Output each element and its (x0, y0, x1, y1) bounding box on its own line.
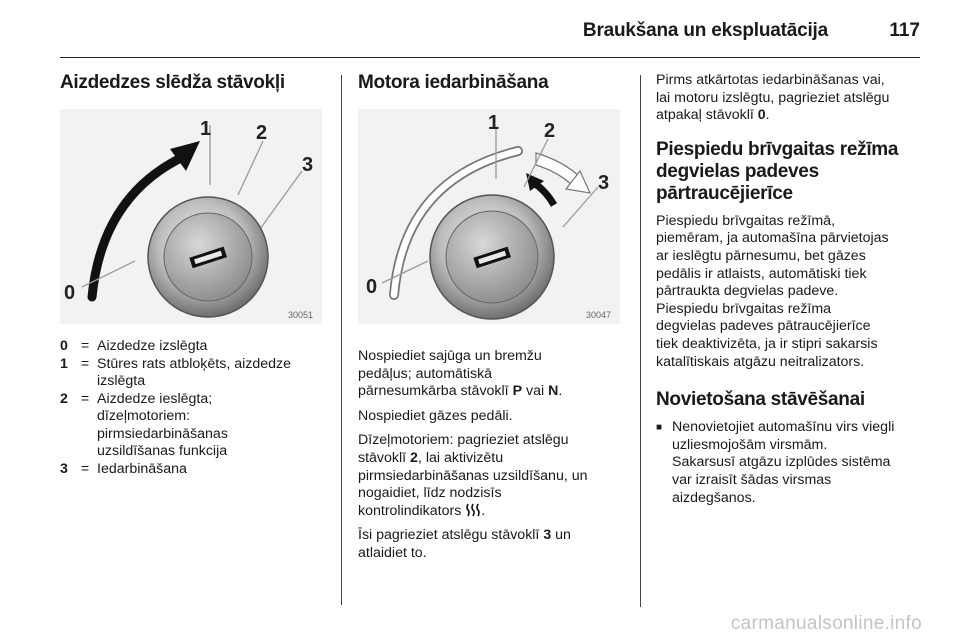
legend-equals: = (80, 338, 90, 354)
legend-key: 2 (60, 390, 68, 407)
column-ignition-positions (60, 72, 332, 478)
paragraph-throttle: Nospiediet gāzes pedāli. (358, 407, 513, 424)
section-heading-engine-start: Motora iedarbināšana (358, 72, 549, 93)
position-label-1: 1 (488, 112, 500, 134)
header-rule (60, 57, 920, 58)
paragraph-crank: Īsi pagrieziet atslēgu stāvoklī 3 un atlaidiet to. (358, 527, 571, 561)
column-divider (341, 75, 342, 605)
position-label-0: 0 (366, 276, 378, 298)
legend-equals: = (80, 355, 90, 372)
figure-code: 30051 (288, 310, 314, 320)
paragraph-pedals: Nospiediet sajūga un bremžu pedāļus; automātiskā pārnesumkārba stāvoklī P vai N. (358, 348, 563, 400)
list-item (656, 419, 926, 507)
engine-start-figure (358, 109, 630, 324)
position-label-1: 1 (200, 118, 212, 140)
legend-value: Aizdedze izslēgta (97, 338, 208, 354)
start-instructions (358, 348, 630, 563)
section-heading-ignition: Aizdedzes slēdža stāvokļi (60, 72, 285, 93)
legend-key: 0 (60, 338, 68, 354)
legend-key: 3 (60, 460, 68, 477)
position-legend (60, 338, 332, 478)
legend-value: Iedarbināšana (97, 460, 187, 477)
section-heading-parking: Novietošana stāvēšanai (656, 389, 865, 411)
legend-key: 1 (60, 355, 68, 372)
paragraph-diesel: Dīzeļmotoriem: pagrieziet atslēgu stāvoklī 2, lai aktivizētu pirmsiedarbināšanas uzsildīšanu, un nogaidiet, līdz nodzisīs kontrolindikators . (358, 432, 588, 519)
column-divider (640, 75, 641, 607)
legend-value: Aizdedze ieslēgta; dīzeļmotoriem: pirmsiedarbināšanas uzsildīšanas funkcija (97, 390, 228, 459)
legend-row (60, 461, 332, 479)
legend-value: Stūres rats atbloķēts, aizdedze izslēgta (97, 355, 291, 389)
position-label-0: 0 (64, 282, 76, 304)
position-label-3: 3 (598, 172, 610, 194)
column-engine-start (358, 72, 630, 563)
legend-equals: = (80, 460, 90, 477)
watermark: carmanualsonline.info (730, 613, 922, 634)
column-restart-overrun-parking (656, 72, 926, 507)
running-header: Braukšana un ekspluatācija (582, 20, 828, 41)
paragraph-restart: Pirms atkārtotas iedarbināšanas vai, lai motoru izslēgtu, pagrieziet atslēgu atpakaļ stāvoklī 0. (656, 72, 890, 124)
legend-equals: = (80, 390, 90, 407)
figure-code: 30047 (586, 310, 612, 320)
legend-row (60, 338, 332, 356)
position-label-2: 2 (544, 120, 556, 142)
glow-plug-icon (465, 503, 481, 517)
position-label-3: 3 (302, 154, 314, 176)
page-number: 117 (889, 20, 920, 41)
bullet-text: Nenovietojiet automašīnu virs viegli uzliesmojošām virsmām. Sakarsusī atgāzu izplūdes sistēma var izraisīt šādas virsmas aizdegšanos. (672, 419, 895, 506)
bullet-square-icon: ■ (656, 422, 663, 434)
legend-row (60, 391, 332, 461)
position-label-2: 2 (256, 122, 268, 144)
section-heading-overrun-cutoff: Piespiedu brīvgaitas režīma degvielas padeves pārtraucējierīce (656, 138, 899, 204)
paragraph-overrun-cutoff: Piespiedu brīvgaitas režīmā, piemēram, ja automašīna pārvietojas ar ieslēgtu pārnesumu, bet gāzes pedālis ir atlaists, automātiski tiek pārtraukta degvielas padeve. Piespiedu brīvgaitas režīma degvielas padeves pātraucējierīce tiek deaktivizēta, ja ir stipri sakarsis katalītiskais atgāzu neitralizators. (656, 212, 889, 370)
legend-row (60, 356, 332, 391)
ignition-switch-figure (60, 109, 332, 324)
